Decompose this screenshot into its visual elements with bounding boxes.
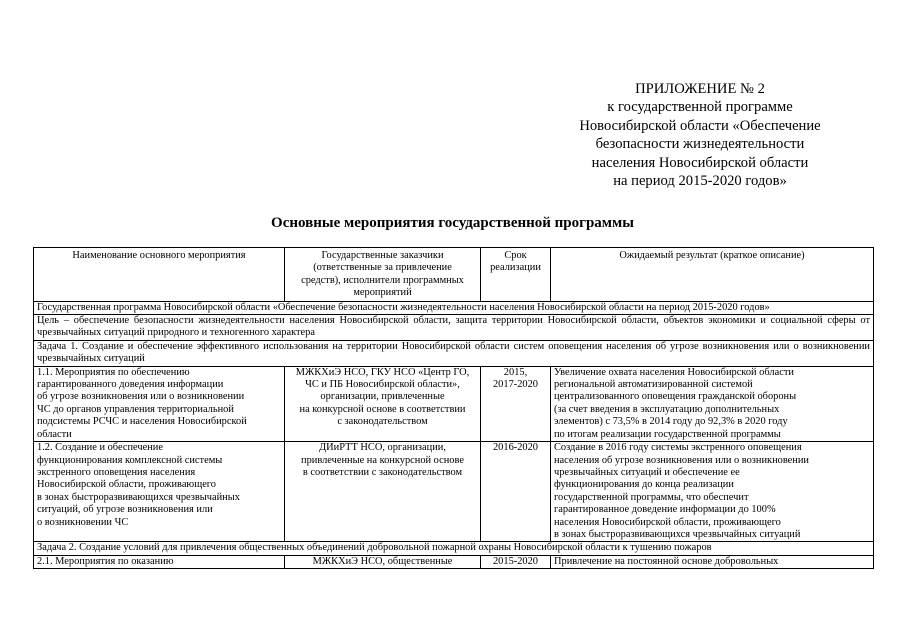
appendix-header [560, 80, 840, 190]
table-row [34, 340, 874, 366]
table-row [34, 366, 874, 441]
goal-row: Цель – обеспечение безопасности жизнедеятельности населения Новосибирской области, защита территории Новосибирской области, объектов экономики и социальной сферы от чрезвычайных ситуаций природного и техногенного характера [34, 315, 874, 341]
appendix-line: безопасности жизнедеятельности [595, 136, 805, 153]
appendix-line: на период 2015-2020 годов» [613, 173, 787, 190]
measure-1-2-result: Создание в 2016 году системы экстренного оповещения населения об угрозе возникновения или о возникновении чрезвычайных ситуаций и обеспечение ее функционирования до конца реализации государственной программы, что обеспечит гарантированное доведение информации до 100% населения Новосибирской области, проживающего в зонах быстроразвивающихся чрезвычайных ситуаций [551, 442, 874, 542]
header-measure-name: Наименование основного мероприятия [34, 248, 285, 302]
measure-1-1-customers: МЖКХиЭ НСО, ГКУ НСО «Центр ГО, ЧС и ПБ Новосибирской области», организации, привлеченные на конкурсной основе в соответствии с законодательством [285, 366, 481, 441]
table-row [34, 301, 874, 314]
program-row: Государственная программа Новосибирской области «Обеспечение безопасности жизнедеятельности населения Новосибирской области на период 2015-2020 годов» [34, 301, 874, 314]
table-row [34, 542, 874, 555]
measure-2-1-customers: МЖКХиЭ НСО, общественные [285, 555, 481, 568]
appendix-line: населения Новосибирской области [591, 154, 809, 171]
appendix-line: Новосибирской области «Обеспечение [579, 117, 821, 134]
measure-1-2-name: 1.2. Создание и обеспечение функционирования комплексной системы экстренного оповещения населения Новосибирской области, проживающего в зонах быстроразвивающихся чрезвычайных ситуаций, об угрозе возникновения или о возникновении ЧС [34, 442, 285, 542]
task-2-row: Задача 2. Создание условий для привлечения общественных объединений добровольной пожарной охраны Новосибирской области к тушению пожаров [34, 542, 874, 555]
measure-1-2-customers: ДИиРТТ НСО, организации, привлеченные на конкурсной основе в соответствии с законодательством [285, 442, 481, 542]
measure-1-1-name: 1.1. Мероприятия по обеспечению гарантированного доведения информации об угрозе возникновения или о возникновении ЧС до органов управления территориальной подсистемы РСЧС и населения Новосибирской области [34, 366, 285, 441]
measures-table [33, 247, 874, 569]
header-result: Ожидаемый результат (краткое описание) [551, 248, 874, 302]
measure-2-1-name: 2.1. Мероприятия по оказанию [34, 555, 285, 568]
table-row [34, 315, 874, 341]
measure-2-1-term: 2015-2020 [481, 555, 551, 568]
table-header-row [34, 248, 874, 302]
appendix-line: ПРИЛОЖЕНИЕ № 2 [635, 81, 765, 97]
table-row [34, 555, 874, 568]
document-title: Основные мероприятия государственной программы [271, 215, 634, 231]
header-term: Срок реализации [481, 248, 551, 302]
table-row [34, 442, 874, 542]
header-customers: Государственные заказчики (ответственные за привлечение средств), исполнители программных мероприятий [285, 248, 481, 302]
measure-1-1-result: Увеличение охвата населения Новосибирской области региональной автоматизированной системой централизованного оповещения гражданской обороны (за счет введения в эксплуатацию дополнительных элементов) с 73,5% в 2014 году до 92,3% в 2020 году по итогам реализации государственной программы [551, 366, 874, 441]
appendix-line: к государственной программе [607, 99, 793, 116]
measure-1-2-term: 2016-2020 [481, 442, 551, 542]
task-1-row: Задача 1. Создание и обеспечение эффективного использования на территории Новосибирской области систем оповещения населения об угрозе возникновения или о возникновении чрезвычайных ситуаций [34, 340, 874, 366]
measure-1-1-term: 2015, 2017-2020 [481, 366, 551, 441]
measure-2-1-result: Привлечение на постоянной основе добровольных [551, 555, 874, 568]
